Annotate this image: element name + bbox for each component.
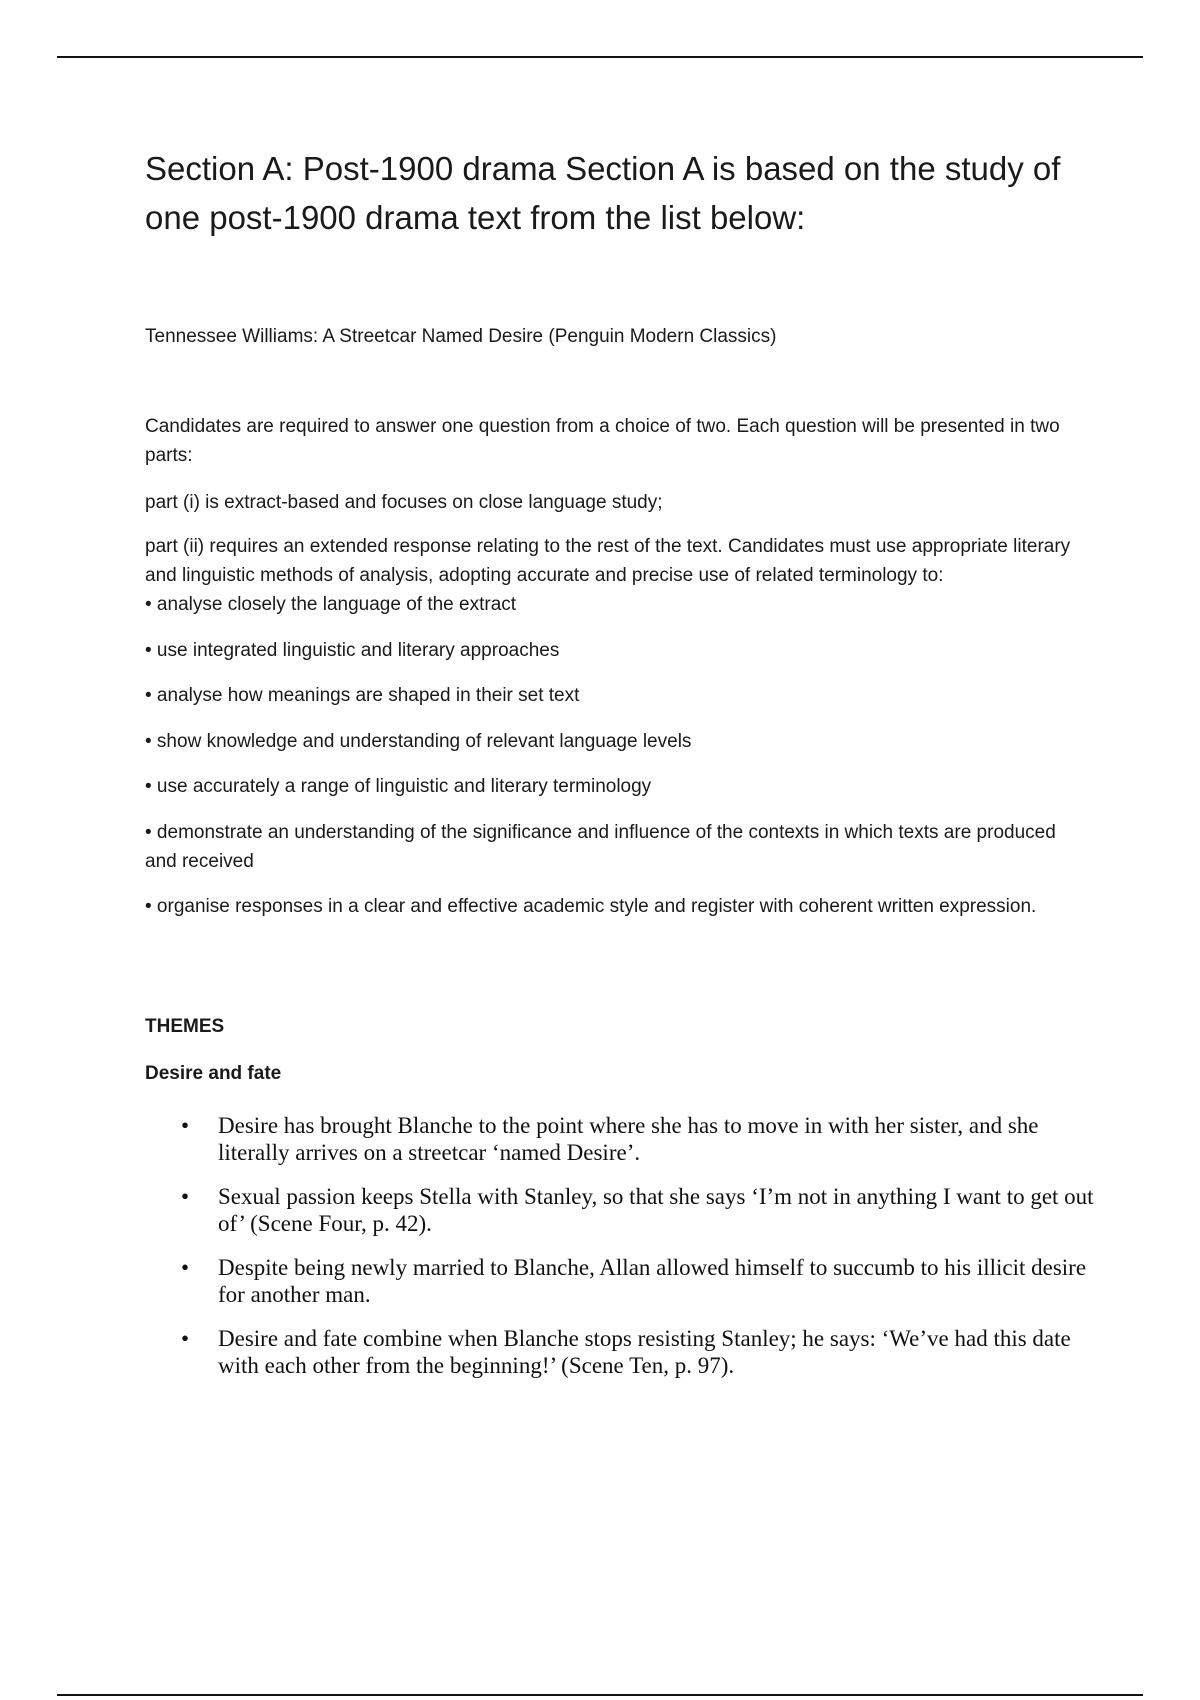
- bullet-glyph: •: [181, 1255, 190, 1280]
- objective-bullet: • demonstrate an understanding of the significance and influence of the contexts in which texts are produced and received: [145, 822, 1056, 872]
- theme-point-text: Desire has brought Blanche to the point where she has to move in with her sister, and she literally arrives on a streetcar ‘named Desire’.: [218, 1113, 1039, 1165]
- part-i-paragraph: part (i) is extract-based and focuses on close language study;: [145, 492, 663, 513]
- theme-subheading: Desire and fate: [145, 1063, 282, 1084]
- themes-heading: THEMES: [145, 1016, 225, 1037]
- bottom-rule: [57, 1694, 1143, 1696]
- top-rule: [57, 56, 1143, 58]
- theme-point-text: Sexual passion keeps Stella with Stanley, so that she says ‘I’m not in anything I want to get out of’ (Scene Four, p. 42).: [218, 1184, 1094, 1236]
- bullet-glyph: •: [181, 1184, 190, 1209]
- objective-bullet: • use accurately a range of linguistic and literary terminology: [145, 776, 652, 797]
- objective-bullet: • show knowledge and understanding of relevant language levels: [145, 731, 692, 752]
- set-text-title: Tennessee Williams: A Streetcar Named Desire (Penguin Modern Classics): [145, 326, 777, 347]
- list-item: [145, 1325, 1095, 1379]
- theme-point-text: Despite being newly married to Blanche, Allan allowed himself to succumb to his illicit desire for another man.: [218, 1255, 1087, 1307]
- list-item: [145, 1112, 1095, 1166]
- objective-bullet: • use integrated linguistic and literary approaches: [145, 640, 560, 661]
- bullet-glyph: •: [181, 1113, 190, 1138]
- section-heading: Section A: Post-1900 drama Section A is based on the study of one post-1900 drama text from the list below:: [145, 150, 1061, 236]
- theme-points-list: [145, 1112, 1095, 1396]
- part-ii-paragraph: part (ii) requires an extended response relating to the rest of the text. Candidates must use appropriate literary and linguistic methods of analysis, adopting accurate and precise use of related terminology to:: [145, 536, 1071, 586]
- list-item: [145, 1183, 1095, 1237]
- objective-bullet: • analyse closely the language of the extract: [145, 594, 517, 615]
- objective-bullet: • analyse how meanings are shaped in their set text: [145, 685, 580, 706]
- theme-point-text: Desire and fate combine when Blanche stops resisting Stanley; he says: ‘We’ve had this date with each other from the beginning!’ (Scene Ten, p. 97).: [218, 1326, 1071, 1378]
- bullet-glyph: •: [181, 1326, 190, 1351]
- objective-bullet: • organise responses in a clear and effective academic style and register with coherent written expression.: [145, 896, 1037, 917]
- intro-paragraph: Candidates are required to answer one question from a choice of two. Each question will be presented in two parts:: [145, 416, 1060, 466]
- list-item: [145, 1254, 1095, 1308]
